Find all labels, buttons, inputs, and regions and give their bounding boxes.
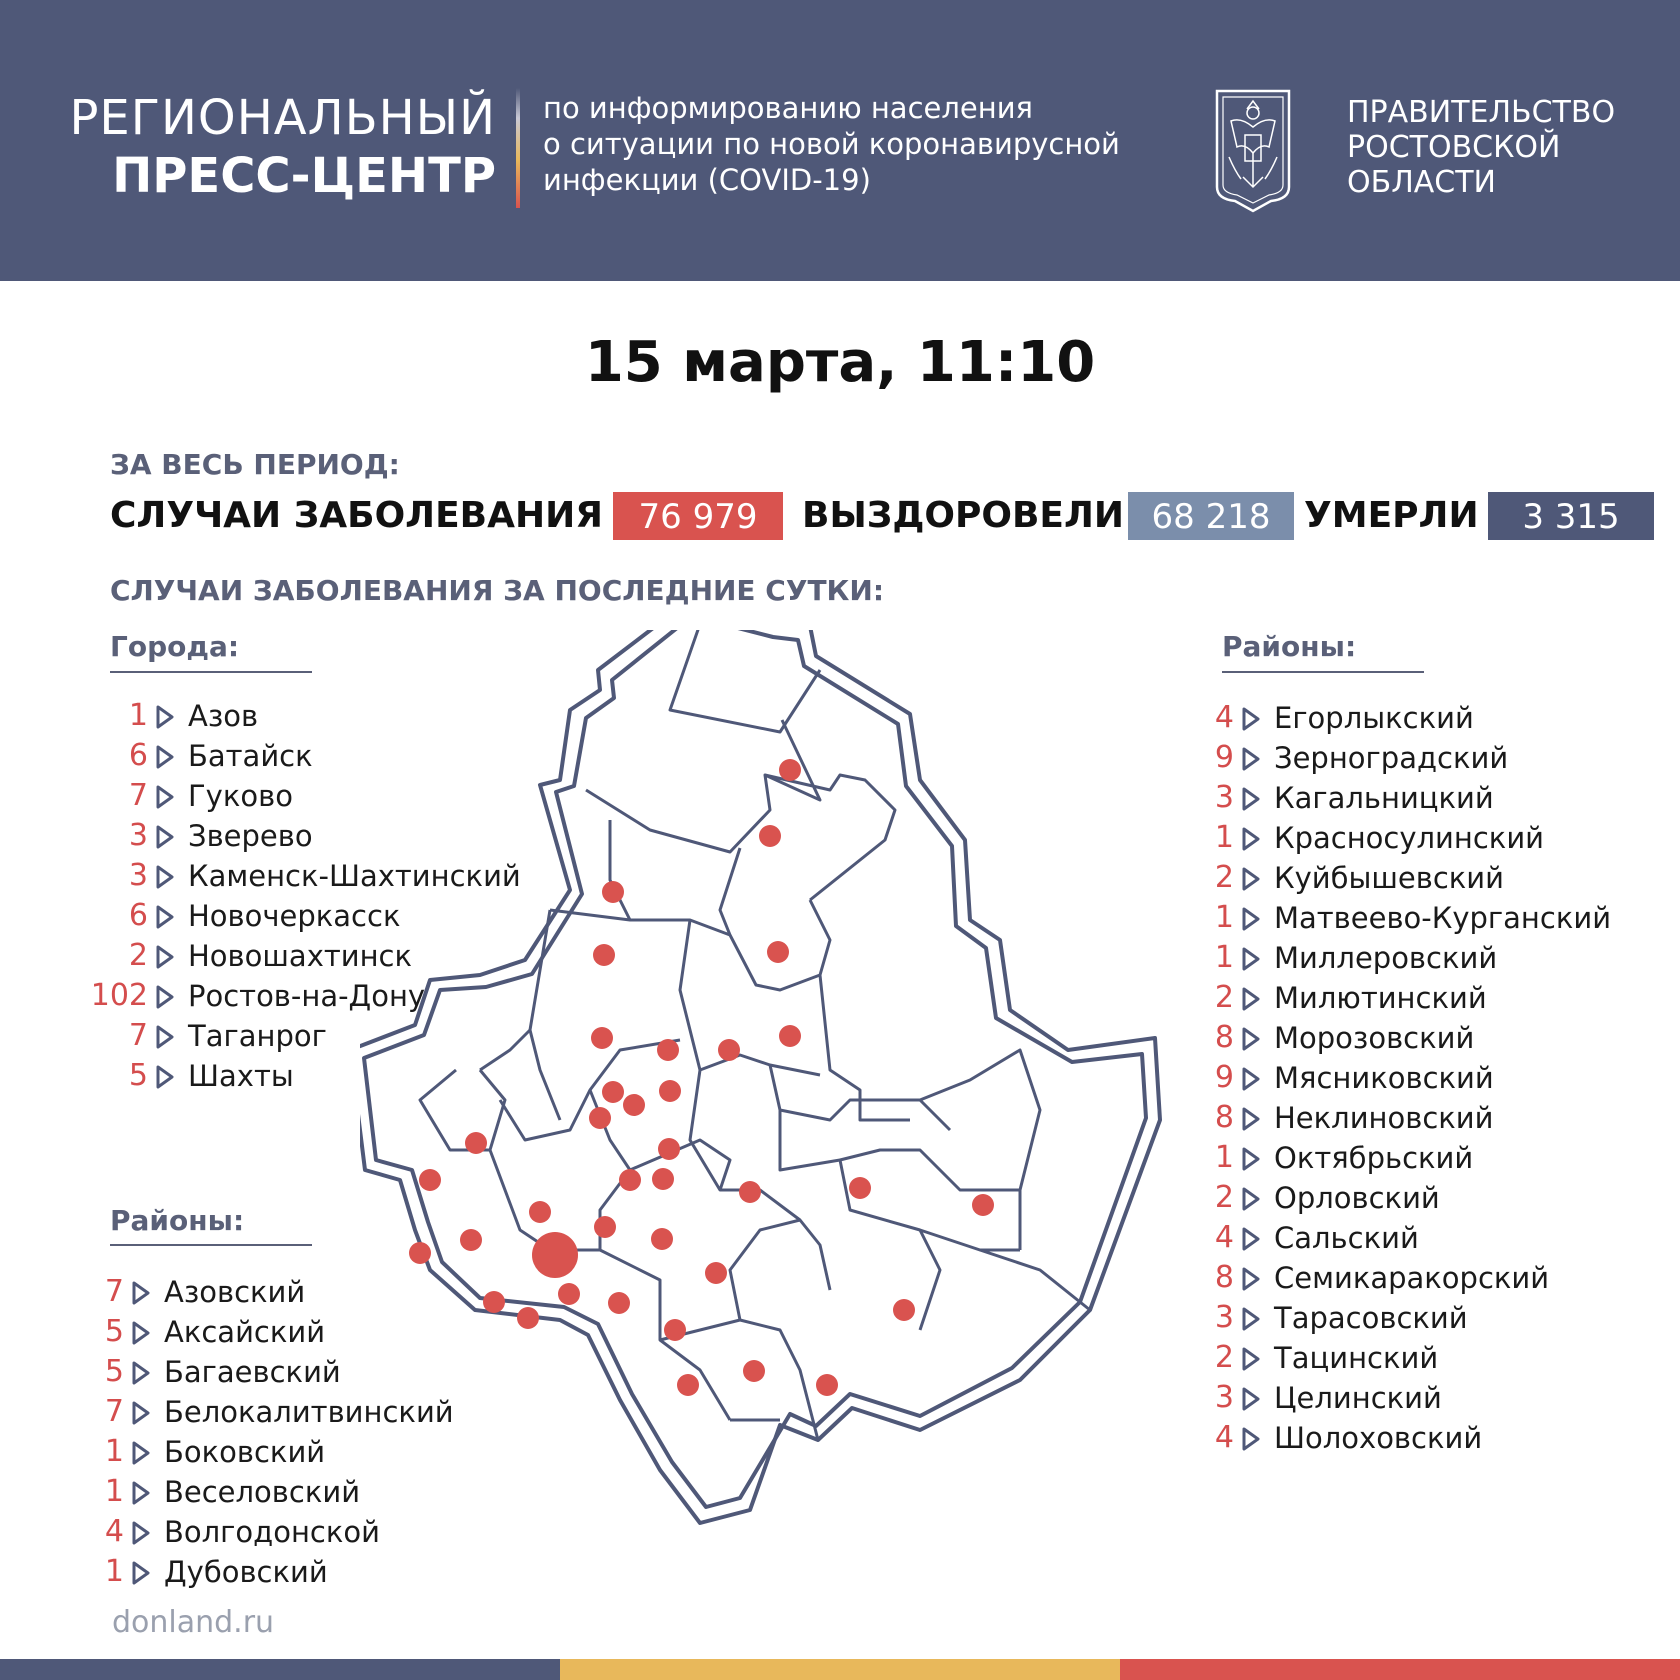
triangle-right-icon: [1242, 787, 1260, 811]
location-name: Боковский: [164, 1435, 326, 1469]
map-marker: [517, 1307, 539, 1329]
description-line: о ситуации по новой коронавирусной: [543, 127, 1120, 161]
description-line: по информированию населения: [543, 91, 1033, 125]
map-marker: [705, 1262, 727, 1284]
triangle-right-icon: [1242, 1107, 1260, 1131]
location-name: Шахты: [188, 1059, 294, 1093]
map-marker: [779, 759, 801, 781]
footer-bar-left: [0, 1659, 560, 1680]
case-count: 4: [1214, 1220, 1234, 1255]
triangle-right-icon: [1242, 1147, 1260, 1171]
location-name: Гуково: [188, 779, 293, 813]
triangle-right-icon: [1242, 1347, 1260, 1371]
triangle-right-icon: [156, 945, 174, 969]
triangle-right-icon: [156, 1025, 174, 1049]
case-count: 5: [104, 1354, 124, 1389]
triangle-right-icon: [1242, 1307, 1260, 1331]
triangle-right-icon: [132, 1441, 150, 1465]
triangle-right-icon: [132, 1401, 150, 1425]
died-label: УМЕРЛИ: [1304, 495, 1479, 536]
location-name: Зверево: [188, 819, 313, 853]
triangle-right-icon: [132, 1361, 150, 1385]
case-count: 1: [128, 698, 148, 733]
case-count: 1: [104, 1474, 124, 1509]
case-count: 1: [1214, 940, 1234, 975]
triangle-right-icon: [1242, 907, 1260, 931]
map-marker: [767, 941, 789, 963]
location-name: Орловский: [1274, 1181, 1440, 1215]
map-marker: [602, 1081, 624, 1103]
map-marker: [664, 1319, 686, 1341]
triangle-right-icon: [132, 1321, 150, 1345]
cities-heading: Города:: [110, 630, 240, 663]
case-count: 2: [1214, 1180, 1234, 1215]
triangle-right-icon: [1242, 1027, 1260, 1051]
case-count: 3: [1214, 1380, 1234, 1415]
triangle-right-icon: [132, 1281, 150, 1305]
triangle-right-icon: [132, 1521, 150, 1545]
map-marker: [743, 1360, 765, 1382]
map-marker: [465, 1132, 487, 1154]
case-count: 3: [1214, 1300, 1234, 1335]
map-marker: [591, 1027, 613, 1049]
header-description: [543, 90, 1120, 198]
triangle-right-icon: [156, 1065, 174, 1089]
location-name: Белокалитвинский: [164, 1395, 454, 1429]
map-marker: [558, 1283, 580, 1305]
map-marker: [677, 1374, 699, 1396]
case-count: 3: [128, 818, 148, 853]
case-count: 7: [104, 1274, 124, 1309]
map-marker: [483, 1291, 505, 1313]
districts-left-underline: [110, 1244, 312, 1246]
case-count: 9: [1214, 1060, 1234, 1095]
daily-heading: СЛУЧАИ ЗАБОЛЕВАНИЯ ЗА ПОСЛЕДНИЕ СУТКИ:: [110, 574, 885, 607]
location-name: Семикаракорский: [1274, 1261, 1550, 1295]
description-line: инфекции (COVID-19): [543, 163, 871, 197]
cities-underline: [110, 671, 312, 673]
triangle-right-icon: [1242, 827, 1260, 851]
triangle-right-icon: [1242, 1267, 1260, 1291]
map-marker: [608, 1292, 630, 1314]
location-name: Миллеровский: [1274, 941, 1498, 975]
triangle-right-icon: [1242, 1187, 1260, 1211]
footer-bar-right: [1120, 1659, 1680, 1680]
brand-title-line2: ПРЕСС-ЦЕНТР: [112, 148, 496, 204]
case-count: 1: [1214, 1140, 1234, 1175]
cases-label: СЛУЧАИ ЗАБОЛЕВАНИЯ: [110, 495, 603, 536]
map-marker: [619, 1169, 641, 1191]
report-date: 15 марта, 11:10: [584, 330, 1096, 395]
location-name: Октябрьский: [1274, 1141, 1474, 1175]
cases-value: 76 979: [613, 492, 783, 540]
location-name: Целинский: [1274, 1381, 1442, 1415]
triangle-right-icon: [156, 785, 174, 809]
map-marker: [659, 1080, 681, 1102]
triangle-right-icon: [1242, 707, 1260, 731]
footer-bar-middle: [560, 1659, 1120, 1680]
location-name: Морозовский: [1274, 1021, 1475, 1055]
case-count: 1: [104, 1434, 124, 1469]
location-name: Каменск-Шахтинский: [188, 859, 521, 893]
map-marker: [652, 1168, 674, 1190]
location-name: Волгодонской: [164, 1515, 380, 1549]
case-count: 7: [128, 1018, 148, 1053]
map-marker: [460, 1229, 482, 1251]
districts-left-heading: Районы:: [110, 1204, 245, 1237]
location-name: Шолоховский: [1274, 1421, 1483, 1455]
recovered-value: 68 218: [1128, 492, 1294, 540]
location-name: Мясниковский: [1274, 1061, 1494, 1095]
triangle-right-icon: [1242, 1387, 1260, 1411]
government-line: РОСТОВСКОЙ: [1347, 130, 1561, 165]
case-count: 7: [104, 1394, 124, 1429]
map-marker: [419, 1169, 441, 1191]
location-name: Таганрог: [188, 1019, 327, 1053]
location-name: Неклиновский: [1274, 1101, 1494, 1135]
location-name: Азов: [188, 699, 259, 733]
location-name: Матвеево-Курганский: [1274, 901, 1612, 935]
case-count: 6: [128, 898, 148, 933]
location-name: Дубовский: [164, 1555, 328, 1589]
location-name: Кагальницкий: [1274, 781, 1494, 815]
map-marker: [529, 1201, 551, 1223]
map-marker: [658, 1138, 680, 1160]
triangle-right-icon: [156, 905, 174, 929]
triangle-right-icon: [1242, 947, 1260, 971]
case-count: 1: [104, 1554, 124, 1589]
location-name: Тарасовский: [1274, 1301, 1468, 1335]
location-name: Аксайский: [164, 1315, 326, 1349]
location-name: Ростов-на-Дону: [188, 979, 426, 1013]
triangle-right-icon: [156, 705, 174, 729]
government-name: [1347, 95, 1615, 200]
case-count: 4: [1214, 700, 1234, 735]
case-count: 2: [1214, 980, 1234, 1015]
map-marker: [972, 1194, 994, 1216]
location-name: Милютинский: [1274, 981, 1487, 1015]
case-count: 5: [128, 1058, 148, 1093]
case-count: 8: [1214, 1260, 1234, 1295]
case-count: 2: [128, 938, 148, 973]
case-count: 3: [1214, 780, 1234, 815]
header-divider: [516, 88, 520, 208]
map-markers: [409, 759, 994, 1396]
recovered-label: ВЫЗДОРОВЕЛИ: [802, 495, 1125, 536]
districts-right-underline: [1222, 671, 1424, 673]
triangle-right-icon: [1242, 987, 1260, 1011]
location-name: Сальский: [1274, 1221, 1419, 1255]
location-name: Егорлыкский: [1274, 701, 1474, 735]
case-count: 5: [104, 1314, 124, 1349]
header-banner: [0, 0, 1680, 281]
case-count: 4: [1214, 1420, 1234, 1455]
location-name: Веселовский: [164, 1475, 361, 1509]
map-marker: [657, 1039, 679, 1061]
location-name: Багаевский: [164, 1355, 341, 1389]
triangle-right-icon: [156, 865, 174, 889]
map-marker: [849, 1177, 871, 1199]
coat-of-arms-icon: [1213, 87, 1293, 217]
map-marker: [589, 1107, 611, 1129]
districts-right-heading: Районы:: [1222, 630, 1357, 663]
location-name: Красносулинский: [1274, 821, 1545, 855]
map-marker: [893, 1299, 915, 1321]
triangle-right-icon: [1242, 747, 1260, 771]
triangle-right-icon: [1242, 1227, 1260, 1251]
triangle-right-icon: [132, 1481, 150, 1505]
case-count: 2: [1214, 860, 1234, 895]
government-line: ПРАВИТЕЛЬСТВО: [1347, 95, 1616, 130]
triangle-right-icon: [1242, 867, 1260, 891]
map-marker: [593, 944, 615, 966]
triangle-right-icon: [1242, 1427, 1260, 1451]
case-count: 102: [90, 978, 148, 1013]
map-outer-border: [360, 630, 1160, 1523]
case-count: 1: [1214, 820, 1234, 855]
case-count: 6: [128, 738, 148, 773]
case-count: 4: [104, 1514, 124, 1549]
died-value: 3 315: [1488, 492, 1654, 540]
triangle-right-icon: [156, 825, 174, 849]
map-marker: [759, 825, 781, 847]
case-count: 2: [1214, 1340, 1234, 1375]
location-name: Куйбышевский: [1274, 861, 1505, 895]
map-marker: [816, 1374, 838, 1396]
case-count: 8: [1214, 1020, 1234, 1055]
case-count: 8: [1214, 1100, 1234, 1135]
region-map: [360, 630, 1200, 1530]
triangle-right-icon: [1242, 1067, 1260, 1091]
footer-site-link[interactable]: donland.ru: [112, 1605, 275, 1640]
government-line: ОБЛАСТИ: [1347, 165, 1496, 200]
case-count: 1: [1214, 900, 1234, 935]
location-name: Новошахтинск: [188, 939, 413, 973]
map-marker: [718, 1039, 740, 1061]
triangle-right-icon: [132, 1561, 150, 1585]
map-marker: [739, 1181, 761, 1203]
map-marker: [409, 1242, 431, 1264]
case-count: 7: [128, 778, 148, 813]
brand-title-line1: РЕГИОНАЛЬНЫЙ: [69, 90, 496, 146]
location-name: Тацинский: [1274, 1341, 1439, 1375]
location-name: Батайск: [188, 739, 313, 773]
totals-heading: ЗА ВЕСЬ ПЕРИОД:: [110, 448, 400, 481]
map-marker: [779, 1025, 801, 1047]
map-marker: [623, 1094, 645, 1116]
map-marker: [602, 881, 624, 903]
triangle-right-icon: [156, 745, 174, 769]
case-count: 9: [1214, 740, 1234, 775]
location-name: Азовский: [164, 1275, 306, 1309]
location-name: Зерноградский: [1274, 741, 1509, 775]
case-count: 3: [128, 858, 148, 893]
map-marker: [594, 1216, 616, 1238]
location-name: Новочеркасск: [188, 899, 401, 933]
map-marker-major: [532, 1232, 578, 1278]
triangle-right-icon: [156, 985, 174, 1009]
map-marker: [651, 1228, 673, 1250]
